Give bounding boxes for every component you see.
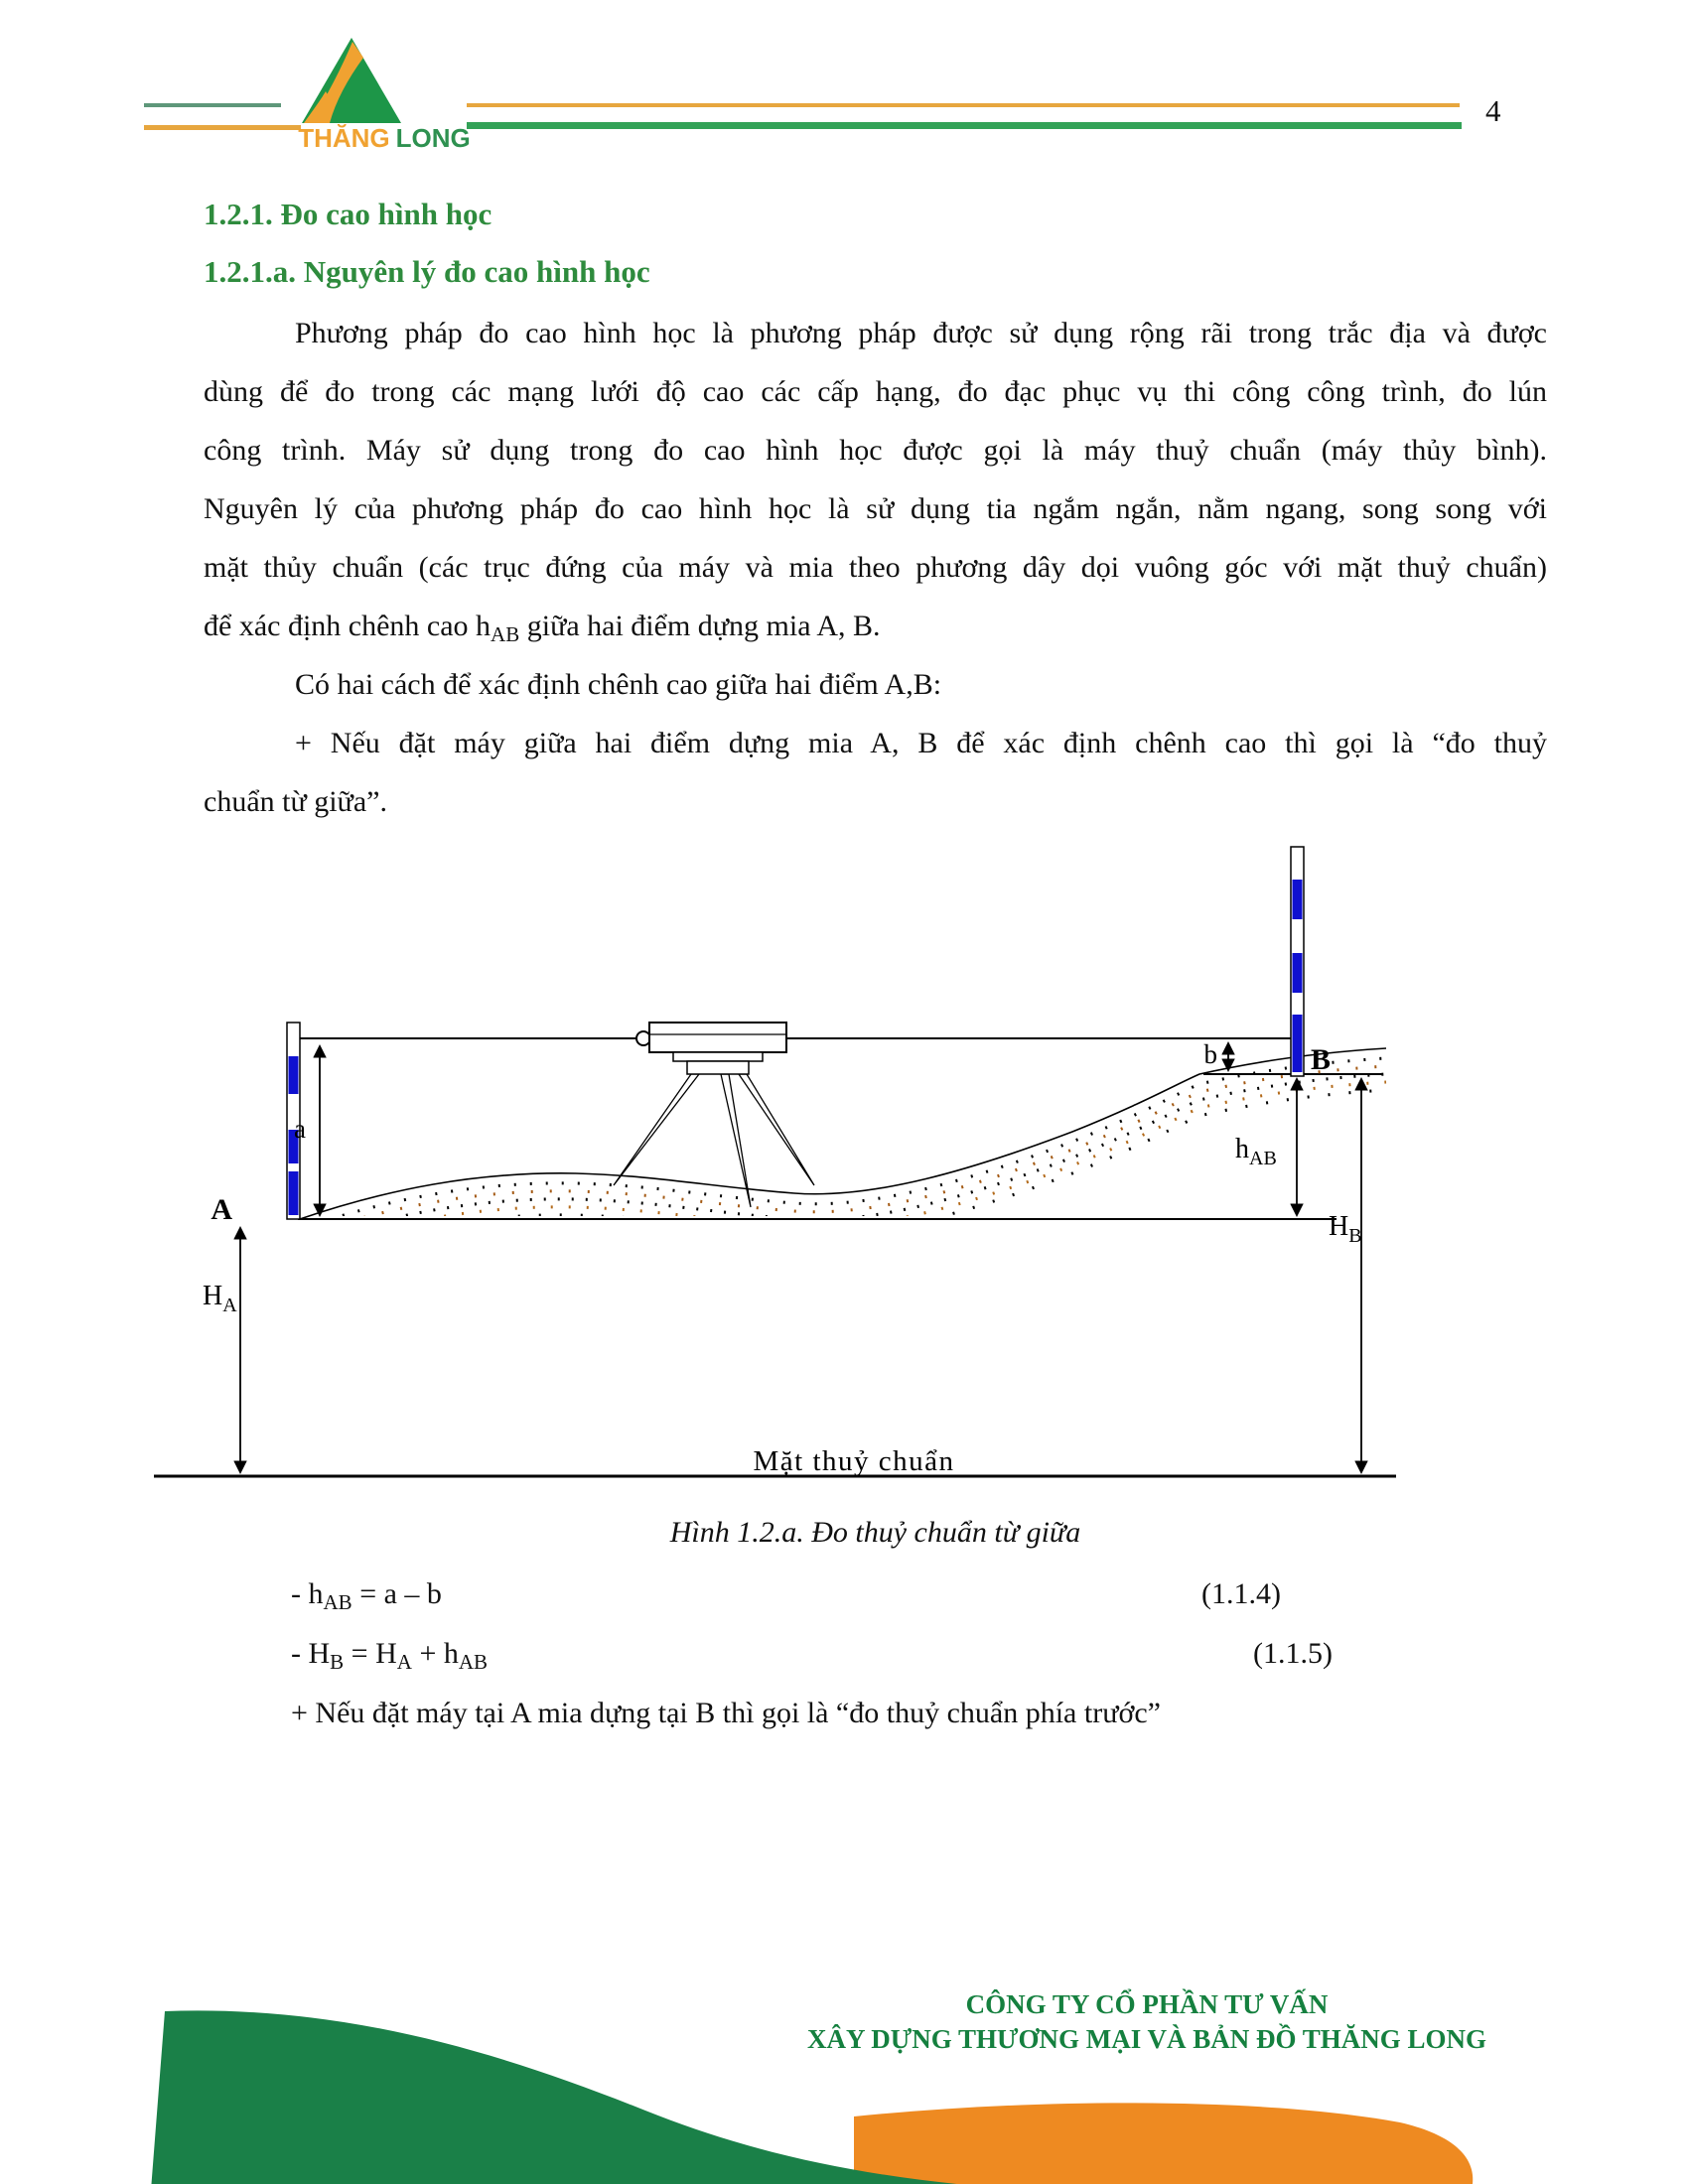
label-HA-sub: A	[222, 1295, 237, 1316]
formula-sub: A	[396, 1650, 412, 1674]
tripod-leg	[614, 1074, 699, 1185]
paragraph-line: công trình. Máy sử dụng trong đo cao hình học được gọi là máy thuỷ chuẩn (máy thủy bình).	[204, 434, 1547, 467]
figure-caption: Hình 1.2.a. Đo thuỷ chuẩn từ giữa	[669, 1516, 1081, 1549]
label-a: a	[294, 1114, 306, 1144]
formula-sub: AB	[323, 1590, 352, 1614]
tribrach-plate	[673, 1052, 763, 1061]
paragraph-line: Có hai cách để xác định chênh cao giữa hai điểm A,B:	[295, 668, 942, 701]
paragraph-line-text: giữa hai điểm dựng mia A, B.	[519, 610, 881, 642]
label-hAB-sub: AB	[1249, 1148, 1277, 1169]
label-datum-surface: Mặt thuỷ chuẩn	[753, 1445, 955, 1477]
header-rule-right-orange	[467, 103, 1460, 107]
label-HA	[203, 1281, 237, 1316]
paragraph-line: Nguyên lý của phương pháp đo cao hình học là sử dụng tia ngắm ngắn, nằm ngang, song song với	[204, 492, 1547, 525]
formula-2	[291, 1634, 488, 1674]
formula-2-number: (1.1.5)	[1253, 1637, 1333, 1670]
header-rule-right-green	[467, 122, 1462, 129]
formula-sub: AB	[458, 1650, 489, 1674]
eyepiece-icon	[636, 1031, 650, 1045]
header-rule-left-green	[144, 103, 281, 107]
label-HB-base: H	[1329, 1211, 1349, 1242]
thang-long-logo-icon	[290, 34, 414, 128]
logo-word-thang: THĂNG	[298, 123, 390, 153]
formula-text: = a – b	[352, 1577, 442, 1610]
page-number: 4	[1485, 93, 1501, 128]
paragraph-line: dùng để đo trong các mạng lưới độ cao các cấp hạng, đo đạc phục vụ thi công công trình, đo lún	[204, 375, 1547, 408]
logo-wordmark	[290, 123, 479, 154]
formula-1	[291, 1574, 442, 1614]
level-instrument	[614, 1023, 814, 1207]
tripod-leg	[739, 1074, 814, 1185]
telescope-body	[649, 1023, 786, 1052]
tribrach-base	[687, 1061, 749, 1074]
label-hAB-base: h	[1235, 1134, 1249, 1164]
formula-1-number: (1.1.4)	[1201, 1577, 1281, 1610]
logo-word-long: LONG	[395, 123, 471, 153]
label-point-B: B	[1311, 1043, 1332, 1076]
footer-wave-orange	[854, 2103, 1473, 2184]
ground-stipple	[300, 1058, 1386, 1261]
leveling-staff-B	[1291, 847, 1304, 1076]
label-point-A: A	[211, 1193, 232, 1226]
formula-text: - H	[291, 1637, 331, 1670]
body-text	[204, 304, 1547, 831]
paragraph-line: Phương pháp đo cao hình học là phương pháp được sử dụng rộng rãi trong trắc địa và được	[295, 317, 1547, 349]
paragraph-line: mặt thủy chuẩn (các trục đứng của máy và mia theo phương dây dọi vuông góc với mặt thuỷ chuẩn)	[204, 551, 1547, 584]
header-rule-left-orange	[144, 125, 301, 130]
paragraph-line	[204, 597, 1547, 655]
paragraph-line: chuẩn từ giữa”.	[204, 785, 387, 818]
formula-text: = H	[344, 1637, 397, 1670]
section-heading: 1.2.1. Đo cao hình học	[204, 197, 492, 231]
paragraph-line: + Nếu đặt máy giữa hai điểm dựng mia A, B để xác định chênh cao thì gọi là “đo thuỷ	[295, 727, 1547, 759]
footer-company-name	[770, 1987, 1524, 2057]
label-HB-sub: B	[1348, 1225, 1362, 1247]
subscript-hab: AB	[491, 622, 520, 646]
label-HA-base: H	[203, 1281, 223, 1311]
footer-line-1: CÔNG TY CỔ PHẦN TƯ VẤN	[965, 1989, 1329, 2019]
footer-line-2: XÂY DỰNG THƯƠNG MẠI VÀ BẢN ĐỒ THĂNG LONG	[806, 2024, 1487, 2054]
label-HB	[1329, 1211, 1362, 1247]
subsection-heading: 1.2.1.a. Nguyên lý đo cao hình học	[204, 254, 650, 289]
closing-note: + Nếu đặt máy tại A mia dựng tại B thì gọi là “đo thuỷ chuẩn phía trước”	[291, 1697, 1161, 1729]
formula-text: + h	[411, 1637, 459, 1670]
formula-text: - h	[291, 1577, 324, 1610]
label-hAB	[1235, 1134, 1277, 1169]
formula-sub: B	[330, 1650, 345, 1674]
paragraph-line-text: để xác định chênh cao h	[204, 610, 492, 642]
label-b: b	[1203, 1039, 1217, 1069]
leveling-diagram	[0, 834, 1688, 1489]
